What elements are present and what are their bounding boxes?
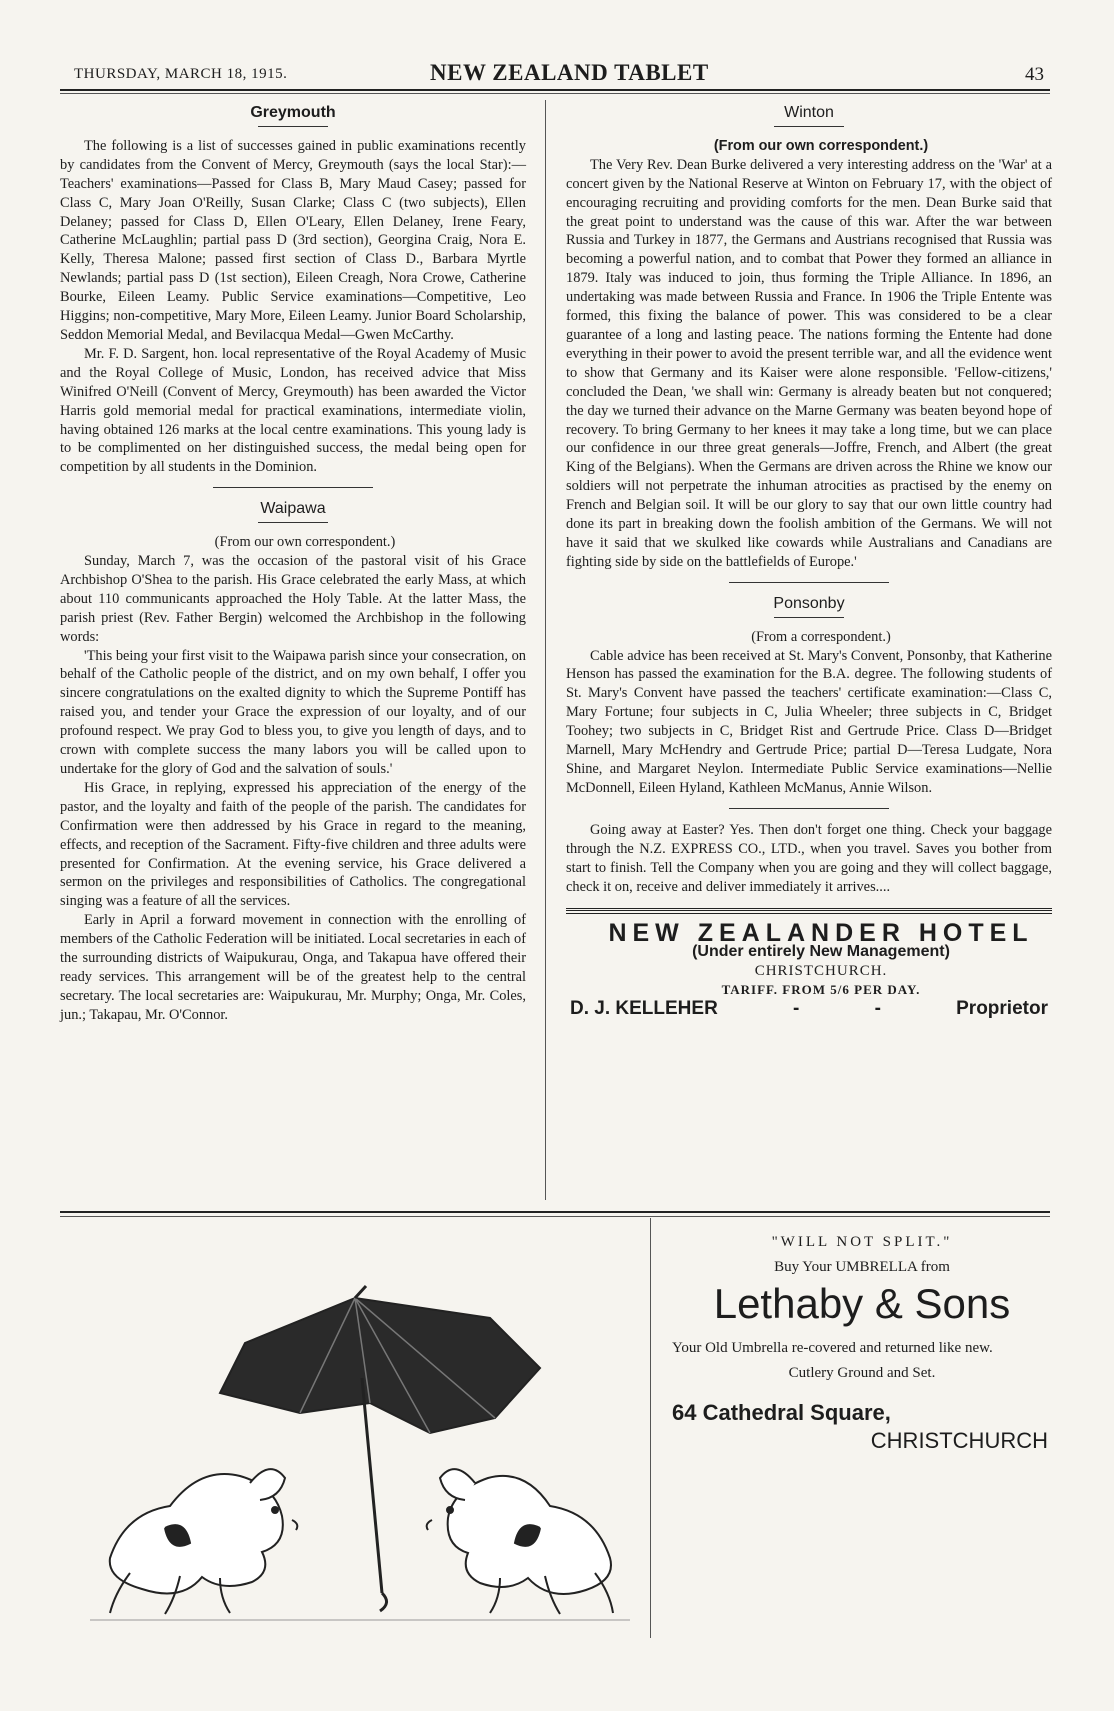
masthead xyxy=(60,58,1050,88)
publication-title: NEW ZEALAND TABLET xyxy=(430,60,709,85)
issue-date: THURSDAY, MARCH 18, 1915. xyxy=(74,66,288,82)
waipawa-paragraph-1: Sunday, March 7, was the occasion of the pastoral visit of his Grace Archbishop O'Shea to the parish. His Grace celebrated the early Mass, at which about 110 communicants approached the Holy Table. At the latter Mass, the parish priest (Rev. Father Bergin) welcomed the Archbishop in the following words: xyxy=(60,553,526,645)
waipawa-correspondent: (From our own correspondent.) xyxy=(214,534,396,551)
greymouth-heading: Greymouth xyxy=(250,104,336,121)
heading-rule xyxy=(774,126,844,127)
advertisement-rule xyxy=(566,908,1052,911)
advertisement-top-rule-thin xyxy=(60,1216,1050,1217)
advertisement-top-rule xyxy=(60,1211,1050,1213)
heading-rule xyxy=(258,126,328,127)
heading-rule xyxy=(774,617,844,618)
advertisement-rule-thin xyxy=(566,913,1052,914)
proprietor-label: Proprietor xyxy=(956,998,1048,1020)
ad-service-cutlery: Cutlery Ground and Set. xyxy=(788,1365,936,1381)
hotel-city: CHRISTCHURCH. xyxy=(754,963,888,980)
advertisement-divider xyxy=(650,1218,651,1638)
section-divider xyxy=(729,582,889,583)
winton-paragraph-1: The Very Rev. Dean Burke delivered a very interesting address on the 'War' at a concert given by the National Reserve at Winton on February 17, with the object of encouraging recruiting and providing comforts for the men. Dean Burke said that the great point to understand was the cause of this war. After the war between Russia and Turkey in 1877, the Germans and Austrians recognised that Russia was becoming a powerful nation, and to combat that Power they formed an alliance in 1879. Italy was induced to join, thus forming the Triple Alliance. In 1896, an undertaking was made between Russia and France. In 1906 the Triple Entente was formed, this fixing the balance of power. This was considered to be a clear guarantee of a long and lasting peace. The nations forming the Entente had done everything in their power to avoid the present terrible war, and all the evidence went to show that Germany and its Kaiser were alone responsible. 'Fellow-citizens,' concluded the Dean, 'we shall win: Germany is already beaten but not conquered; the day we turned their advance on the Marne Germany was beaten beyond hope of recovery. To bring Germany to her knees it may take a long time, but we can place our confidence in our three great generals—Joffre, French, and Albert (the great King of the Belgians). When the Germans are driven across the Rhine we know our soldiers will not perpetrate the inhuman atrocities as practised by the enemy on French and Belgian soil. It will be our glory to say that our own little country had done its part in breaking down the foolish ambition of the Germans. We will not have it said that we skulked like cowards while Australians and Canadians are fighting side by side on the battlefields of Europe.' xyxy=(566,156,1052,570)
ponsonby-heading: Ponsonby xyxy=(773,594,845,612)
dash-separator: - xyxy=(874,998,881,1020)
waipawa-paragraph-3: His Grace, in replying, expressed his appreciation of the energy of the pastor, and the loyalty and faith of the people of the parish. The candidates for Confirmation were then addressed by his Grace in regard to the meaning, effects, and reception of the Sacrament. Fifty-five children and three adults were presented for Confirmation. At the evening service, his Grace delivered a sermon on the privileges and responsibilities of Catholics. The congregational singing was a feature of all the services. xyxy=(60,779,526,910)
winton-heading: Winton xyxy=(784,104,834,121)
right-column xyxy=(566,100,1052,1019)
ad-tagline: Buy Your UMBRELLA from xyxy=(774,1259,950,1275)
ad-brand-name: Lethaby & Sons xyxy=(713,1280,1011,1327)
left-column xyxy=(60,100,526,1025)
waipawa-paragraph-2: 'This being your first visit to the Waipawa parish since your consecration, on behalf of the Catholic people of the district, and on my own behalf, I offer you sincere congratulations on the exalted dignity to which the Supreme Pontiff has raised you, and tender your Grace the expression of our loyalty, and of our profound respect. We pray God to bless you, to give you length of days, and to crown with complete success the many labors you will be called upon to undertake for the glory of God and the salvation of souls.' xyxy=(60,647,526,777)
masthead-rule xyxy=(60,89,1050,91)
ad-address: 64 Cathedral Square, xyxy=(672,1400,891,1425)
masthead-rule-thin xyxy=(60,93,1050,94)
ponsonby-paragraph-1: Cable advice has been received at St. Mary's Convent, Ponsonby, that Katherine Henson has passed the examination for the B.A. degree. The following students of St. Mary's Convent have passed the teachers' certificate examination:—Class C, Mary Fortune; four subjects in C, Julia Wheeler; three subjects in C, Bridget Toohey; two subjects in C, Bridget Rist and Gertrude Price. Class D—Bridget Marnell, Mary McHendry and Gertrude Price; partial D—Teresa Ludgate, Nora Shine, and Margaret Neylon. Intermediate Public Service examinations—Nellie McDonnell, Eileen Hyland, Kathleen McManus, Annie Wilson. xyxy=(566,647,1052,796)
page-number: 43 xyxy=(1025,64,1044,85)
waipawa-heading: Waipawa xyxy=(260,500,326,518)
heading-rule xyxy=(258,522,328,523)
waipawa-paragraph-4: Early in April a forward movement in connection with the enrolling of members of the Catholic Federation will be initiated. Local secretaries in each of the surrounding districts of Waipukurau, Onga, and Takapua have offered their ready services. This arrangement will be of the greatest help to the central secretary. The local secretaries are: Waipukurau, Mr. Murphy; Onga, Mr. Coles, jun.; Takapau, Mr. O'Connor. xyxy=(60,912,526,1023)
hotel-tariff: TARIFF. FROM 5/6 PER DAY. xyxy=(721,982,921,998)
greymouth-paragraph-2: Mr. F. D. Sargent, hon. local representative of the Royal Academy of Music and the Royal College of Music, London, has received advice that Miss Winifred O'Neill (Convent of Mercy, Greymouth) has been awarded the Victor Harris gold memorial medal for practical examinations, intermediate violin, having obtained 126 marks at the local centre examinations. This young lady is to be complimented on her distinguished success, the medal being open for competition by all students in the Dominion. xyxy=(60,345,526,476)
ponsonby-correspondent: (From a correspondent.) xyxy=(751,628,891,645)
proprietor-name: D. J. KELLEHER xyxy=(570,998,718,1020)
dash-separator: - xyxy=(793,998,800,1020)
hotel-management-note: (Under entirely New Management) xyxy=(692,943,950,961)
greymouth-paragraph-1: The following is a list of successes gained in public examinations recently by candidates from the Convent of Mercy, Greymouth (says the local Star):—Teachers' examinations—Passed for Class B, Mary Maud Casey; passed for Class C, Mary Joan O'Reilly, Susan Clarke; Class C (two subjects), Ellen Delaney; passed for Class D, Ellen O'Leary, Ellen Delaney, Irene Feary, Catherine McLaughlin; partial pass D (3rd section), Georgina Craig, Nora E. Kelly, Theresa Malone; passed first section of Class D., Barbara Myrtle Newlands; partial pass D (1st section), Eileen Creagh, Nora Crowe, Catherine Bourke, Eileen Leamy. Public Service examinations—Competitive, Leo Higgins; non-competitive, Mary More, Eileen Leamy. Junior Board Scholarship, Seddon Memorial Medal, and Bevilacqua Medal—Gwen McCarthy. xyxy=(60,137,526,343)
ad-slogan: "WILL NOT SPLIT." xyxy=(771,1234,953,1250)
lethaby-advertisement xyxy=(672,1228,1052,1454)
section-divider xyxy=(729,808,889,809)
express-notice: Going away at Easter? Yes. Then don't forget one thing. Check your baggage through the N.Z. EXPRESS CO., LTD., when you travel. Saves you bother from start to finish. Tell the Company when you are going and they will collect baggage, check it on, receive and deliver immediately it arrives.... xyxy=(566,821,1052,895)
hotel-name: NEW ZEALANDER HOTEL xyxy=(608,919,1034,948)
ad-city: CHRISTCHURCH xyxy=(870,1428,1048,1453)
umbrella-dogs-illustration xyxy=(70,1228,640,1628)
hotel-proprietor-line xyxy=(570,1000,1048,1019)
column-divider xyxy=(545,100,546,1200)
hotel-advertisement xyxy=(566,919,1052,1020)
ad-service-recover: Your Old Umbrella re-covered and returned like new. xyxy=(672,1340,993,1356)
winton-correspondent: (From our own correspondent.) xyxy=(713,137,929,154)
section-divider xyxy=(213,487,373,488)
